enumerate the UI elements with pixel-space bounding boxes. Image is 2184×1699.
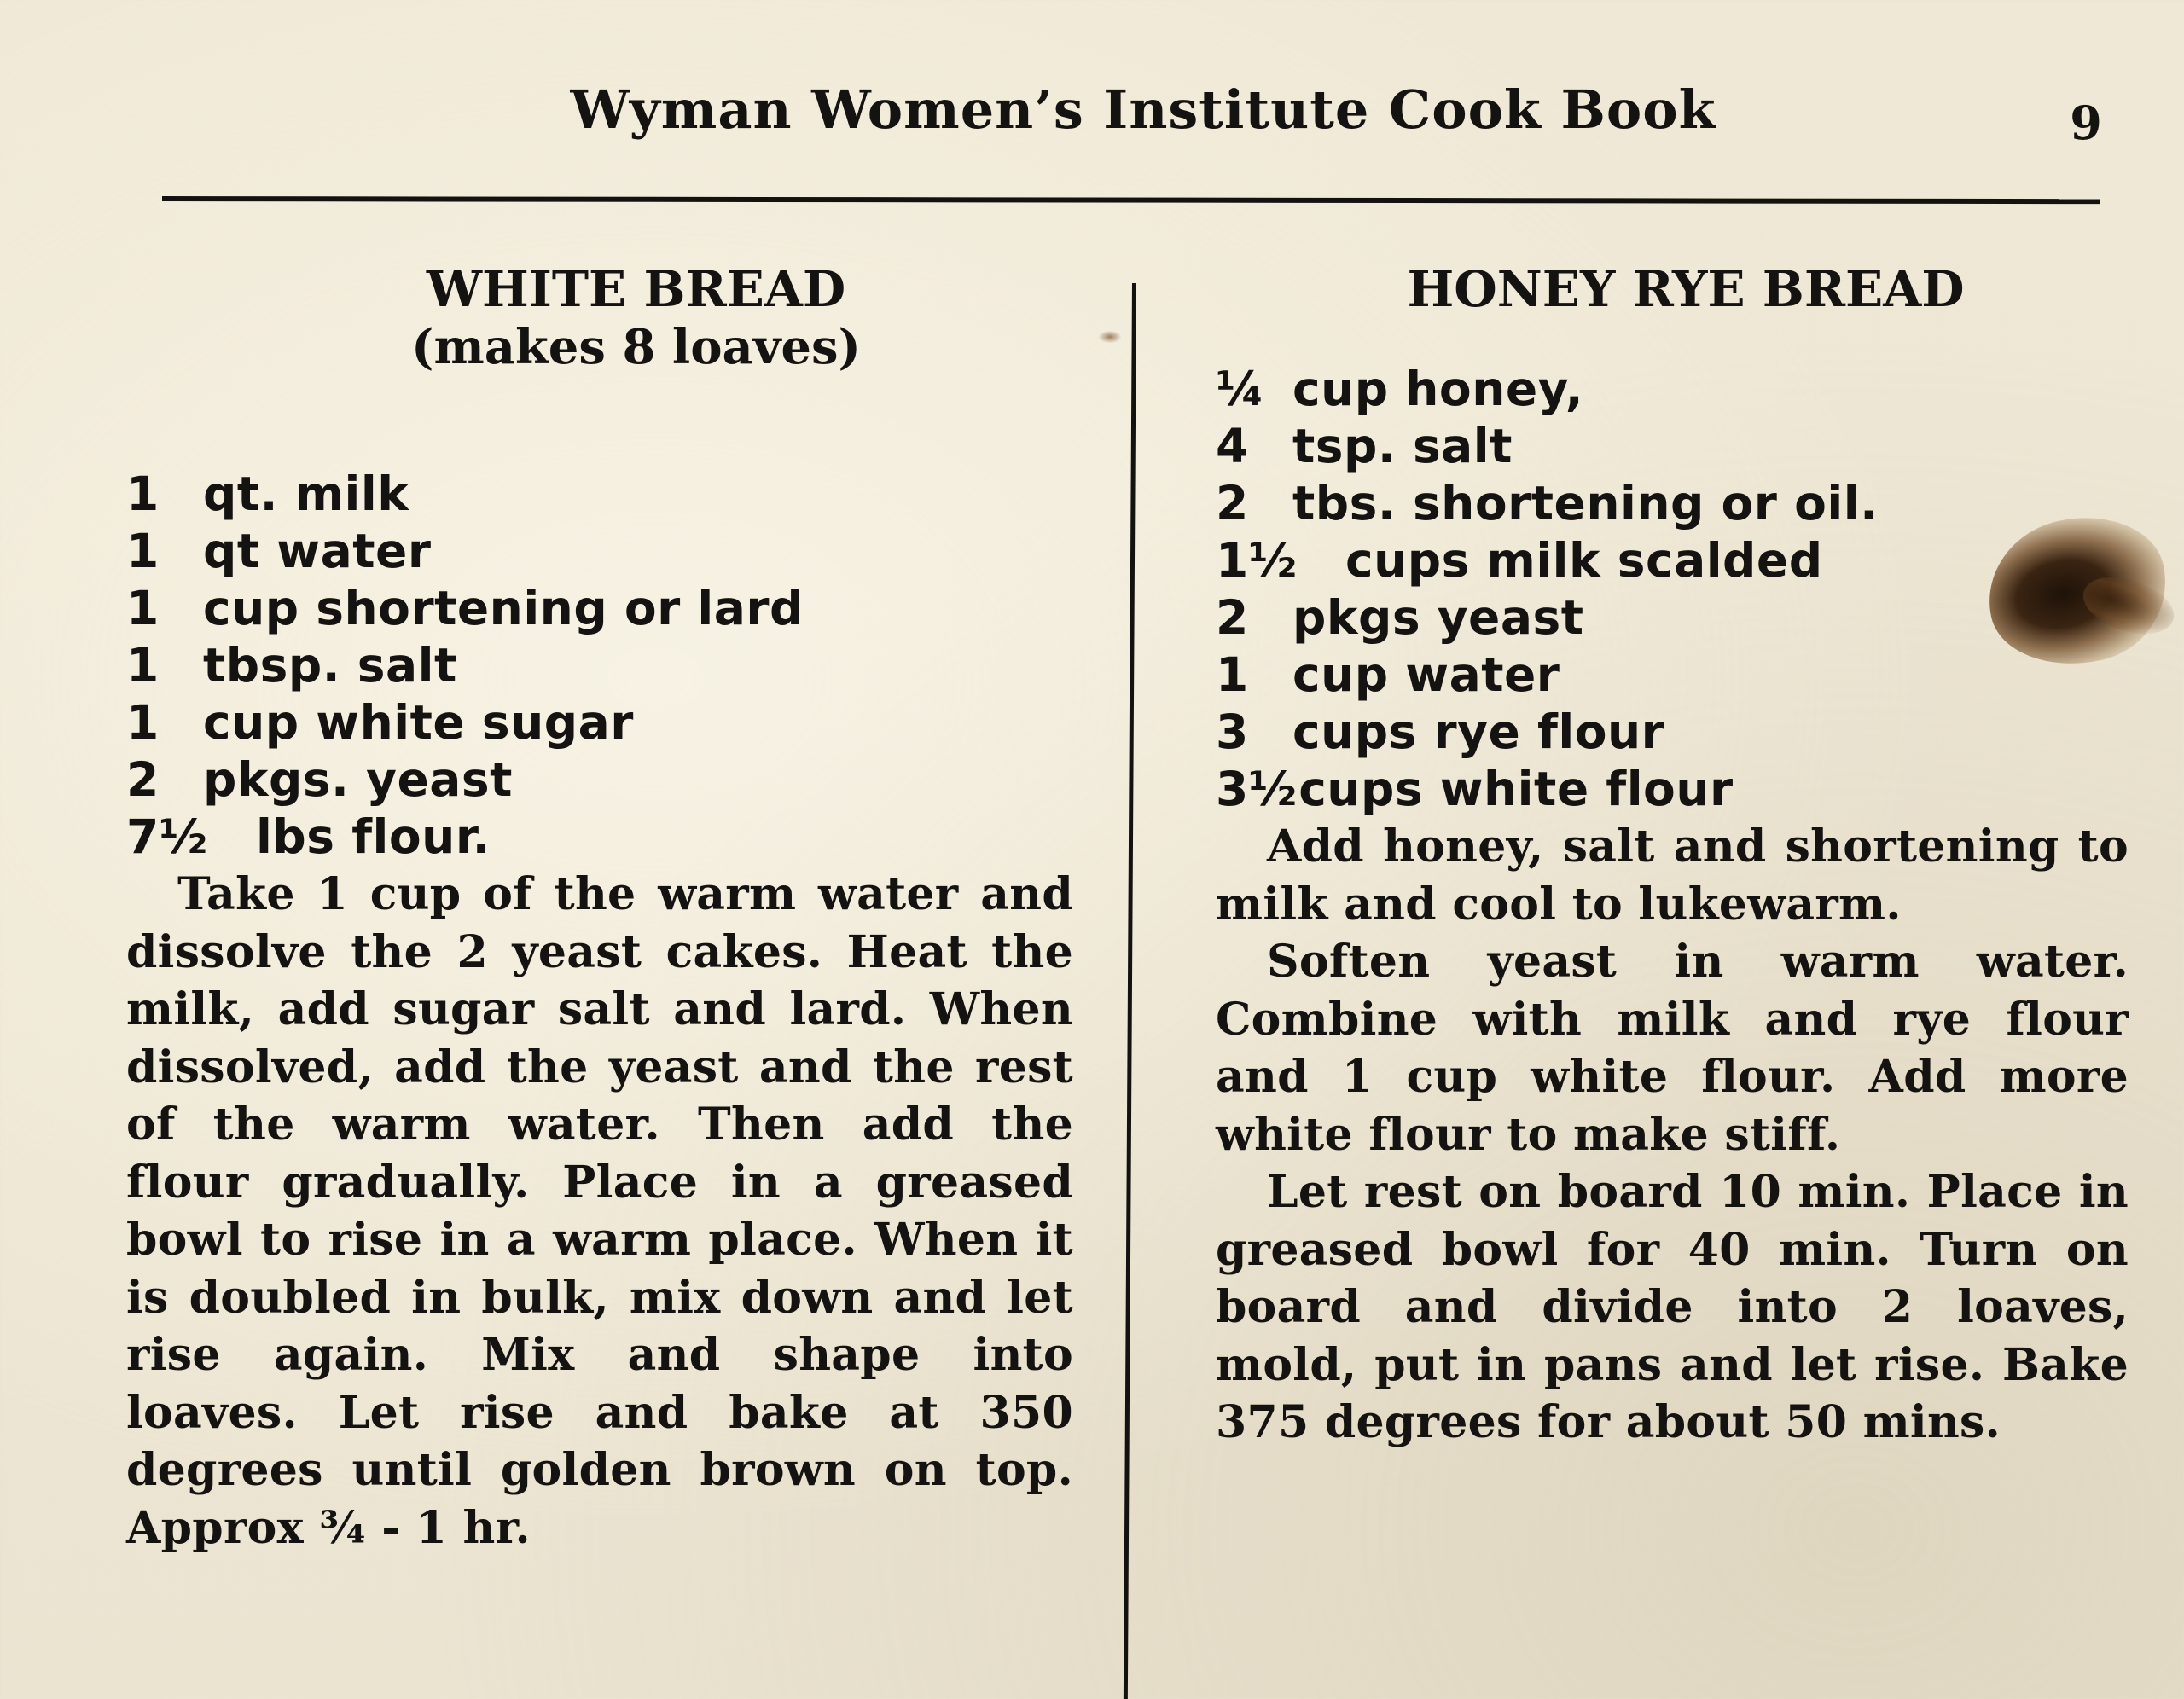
instructions-paragraph: Add honey, salt and shortening to milk and cool to lukewarm.	[1216, 821, 2129, 931]
ingredient-name: cup shortening or lard	[203, 581, 804, 635]
ingredient-qty: 1½	[1216, 533, 1298, 588]
ingredient-qty: 2	[126, 752, 160, 807]
ingredient-item	[1216, 475, 2130, 532]
paper-speck	[1099, 331, 1121, 343]
ingredient-name: qt. milk	[203, 467, 410, 521]
ingredient-item	[1216, 704, 2130, 761]
ingredient-item	[126, 694, 1077, 751]
ingredient-qty: 3½	[1216, 762, 1298, 816]
recipe-title: HONEY RYE BREAD	[1407, 260, 1965, 318]
instructions-paragraph: Let rest on board 10 min. Place in greased bowl for 40 min. Turn on board and divide into 2 loaves, mold, put in pans and let rise. Bake 375 degrees for about 50 mins.	[1216, 1166, 2129, 1448]
honey-rye-bread-recipe	[1216, 260, 2130, 1452]
ingredient-name: pkgs. yeast	[203, 752, 513, 807]
ingredient-qty: ¼	[1216, 362, 1264, 416]
ingredient-qty: 1	[126, 695, 160, 750]
ingredient-qty: 1	[126, 524, 160, 578]
ingredient-name: tbs. shortening or oil.	[1292, 476, 1879, 531]
page-number: 9	[2070, 96, 2102, 150]
header-rule	[162, 196, 2100, 204]
instructions-paragraph: Take 1 cup of the warm water and dissolve the 2 yeast cakes. Heat the milk, add sugar salt and lard. When dissolved, add the yeast and the rest of the warm water. Then add the flour gradually. Place in a greased bowl to rise in a warm place. When it is doubled in bulk, mix down and let rise again. Mix and shape into loaves. Let rise and bake at 350 degrees until golden brown on top. Approx ¾ - 1 hr.	[126, 868, 1073, 1554]
ingredient-name: cups rye flour	[1292, 705, 1665, 759]
recipe-yield: (makes 8 loaves)	[410, 319, 862, 375]
ingredient-name: cup honey,	[1292, 362, 1584, 416]
ingredient-name: cup water	[1292, 647, 1560, 702]
ingredient-item	[1216, 418, 2130, 475]
ingredient-qty: 3	[1216, 705, 1249, 759]
ingredient-item	[126, 751, 1077, 809]
ingredient-name: pkgs yeast	[1292, 590, 1584, 645]
ingredient-item	[1216, 361, 2130, 418]
white-bread-recipe	[126, 260, 1077, 1557]
ingredient-qty: 2	[1216, 476, 1249, 531]
ingredient-qty: 1	[126, 638, 160, 693]
ingredient-name: cup white sugar	[203, 695, 634, 750]
ingredient-item	[126, 637, 1077, 694]
ingredient-qty: 2	[1216, 590, 1249, 645]
ingredient-item	[1216, 647, 2130, 704]
instructions-paragraph: Soften yeast in warm water. Combine with milk and rye flour and 1 cup white flour. Add more white flour to make stiff.	[1216, 936, 2129, 1161]
column-divider	[1124, 283, 1136, 1699]
ingredient-item	[126, 466, 1077, 523]
ingredient-name: cups milk scalded	[1345, 533, 1823, 588]
ingredient-name: cups white flour	[1298, 762, 1734, 816]
recipe-title: WHITE BREAD	[426, 260, 846, 318]
ingredient-name: qt water	[203, 524, 432, 578]
ingredient-name: tsp. salt	[1292, 419, 1513, 473]
ingredient-item	[126, 523, 1077, 580]
book-title: Wyman Women’s Institute Cook Book	[570, 78, 1716, 141]
ingredient-item	[126, 580, 1077, 637]
ingredient-item	[126, 809, 1077, 866]
ingredient-qty: 1	[126, 581, 160, 635]
ingredient-qty: 4	[1216, 419, 1249, 473]
ingredient-name: tbsp. salt	[203, 638, 457, 693]
ingredient-list	[126, 466, 1077, 866]
ingredient-item	[1216, 761, 2130, 818]
ingredient-qty: 1	[126, 467, 160, 521]
ingredient-qty: 1	[1216, 647, 1249, 702]
ingredient-qty: 7½	[126, 809, 208, 864]
ingredient-name: lbs flour.	[256, 809, 491, 864]
